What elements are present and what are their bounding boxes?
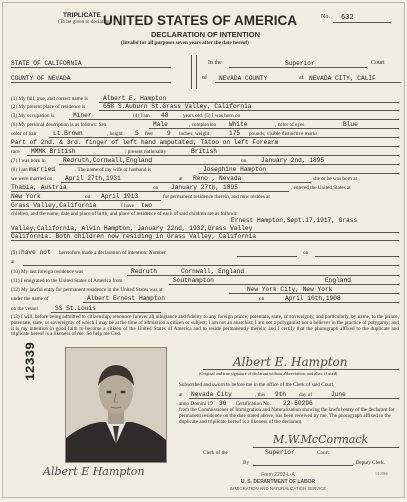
vessel-label: on the vessel [11,306,38,312]
spouse-residence: Grass Valley,California [11,202,97,209]
print-code: 14-2966 [375,472,388,476]
hair-label: color of hair [11,131,37,137]
cert-number: 22-50296 [283,400,313,407]
spouse-label: . The name of my wife or husband is [75,167,152,173]
spouse-birth-date: January 27th, 1895 [171,184,238,191]
declarant-photograph [65,347,167,463]
portrait-photo [66,348,166,462]
day-of-label: day of [299,392,313,398]
eyes-label: , color of eyes [275,122,305,128]
wed-at-label: at [179,176,183,182]
court-at: at [299,75,304,81]
vessel-value: SS St.Louis [55,305,96,312]
foreign-residence: Redruth [131,268,157,275]
emigrated-from: Southampton [173,277,214,284]
weight-label: inches; weight [179,131,210,137]
occupation-value: Miner [73,112,92,119]
sex-value: Male [153,121,168,128]
subscribed-text: Subscribed and sworn to before me in the office of the Clerk of said Court, [179,382,335,388]
lawful-port: New York City, New York [247,286,333,293]
foreign-label: (10) My last foreign residence was [11,269,84,275]
photo-signature: Albert E Hampton [43,465,145,478]
height-label: , height [107,131,123,137]
birthplace-label: (7) I was born in [11,158,46,164]
sex-label: (6) My personal description is as follows: Sex [11,122,107,128]
validity-note: (Invalid for all purposes seven years after the date hereof) [121,40,249,46]
prev-on-label: on [303,250,309,256]
wed-date: April 27th,1931 [65,175,121,182]
court-label: Court [371,60,385,66]
clerk-court-label: Court. [317,450,331,456]
race-label: race [11,149,20,155]
complexion-label: , complexion [189,122,217,128]
residence-label: (2) My present place of residence is [11,104,86,110]
court-city: NEVADA CITY, CALIF [309,75,376,82]
residence-value: 658 S.Auburn St.Grass Valley, California [103,103,252,110]
document-subtitle: DECLARATION OF INTENTION [151,30,261,39]
wed-place: Reno , Nevada [193,175,242,182]
by-label: By [243,460,250,466]
this-label: , this [255,392,266,398]
marks-label: pounds; visible distinctive marks [249,131,318,137]
spouse-born-label: she or he was born at [313,176,357,182]
sworn-day: 9th [275,391,287,398]
married-value: married [29,166,55,173]
weight-value: 175 [229,130,241,137]
document-title: UNITED STATES OF AMERICA [103,13,297,28]
height-inches: 9 [167,130,171,137]
spouse-on-label: on [153,185,159,191]
spouse-birthplace: Thabia, Austria [11,184,67,191]
children-line-1: Ernest Hampton,Sept.17,1917, Grass [231,217,358,224]
marks-value: Part of 2nd. & 3rd. finger of left hand amputated, Tatoo on left Forearm [11,139,279,146]
lawful-on-label: on [259,296,265,302]
sworn-month: June [331,391,346,398]
permanent-label: for permanent residence therein, and now resides at [163,194,270,200]
wed-label: we were married on [11,176,53,182]
feet-label: feet [145,131,153,137]
age-value: 48 [161,112,169,119]
declaration-document [2,2,405,498]
children-count: two [141,202,153,209]
married-label: (8) I am [11,167,28,173]
serial-number: 12339 [23,341,38,381]
children-label: I have [121,203,134,209]
lawful-name: Albert Ernest Hampton [87,295,165,302]
lawful-under-label: under the name of [11,296,49,302]
cert-statement: from the Commissioner of Immigration and Naturalization showing the lawful entry of the declarant for permanent residence on the date stated above, has been received by me. The photograph affixed to the duplicate and triplicate hereof is a likeness of the declarant. [179,407,395,425]
number-label: No. [321,14,330,20]
court-county-name: NEVADA COUNTY [219,75,268,82]
eyes-value: Blue [343,121,358,128]
department: U. S. DEPARTMENT OF LABOR [240,479,316,485]
copy-note: (To be given to declarant) [58,19,112,25]
children-line-3: California. Both children now residing in Grass Valley, California [11,233,257,240]
court-name: Superior [285,60,315,67]
lawful-label: (12) My lawful entry for permanent residence in the United States was at [11,287,163,293]
emigrated-country: England [325,277,351,284]
court-county: COUNTY OF NEVADA [11,75,71,82]
entered-port: New York [11,193,41,200]
born-on-label: years old. (5) I was born on [183,113,241,119]
clerk-court: Superior [265,449,295,456]
anno-label: anno Domini 19 [179,401,213,407]
clerk-signature: M.W.McCormack [273,433,369,446]
oath-paragraph: (13) I will, before being admitted to citizenship, renounce forever all allegiance and fidelity to any foreign prince, potentate, state, or sovereignty, and particularly, by name, to the prince, potentate, state, or sovereignty of which I may be at the time of admission a citizen or subject; I am not an anarchist; I am not a polygamist nor a believer in the practice of polygamy; and it is my intention in good faith to become a citizen of the United States of America and to reside permanently therein; and I certify that the photograph affixed to the duplicate and triplicate hereof is a likeness of me: So help me God. [11,314,399,338]
foreign-residence-2: Cornwall, England [181,268,245,275]
hair-value: Lt.Brown [53,130,83,137]
court-of: of [202,75,207,81]
birth-date: January 2nd, 1895 [261,157,325,164]
prev-decl-label: (9) I [11,250,21,256]
entered-label: , entered the United States at [291,185,351,191]
children-line-2: Valley,California, Alvin Hampton, January 22nd, 1932,Grass Valley [11,225,253,232]
occupation-label: (3) My occupation is [11,113,55,119]
birth-on-label: on [241,158,247,164]
emigrated-label: (11) I emigrated to the United States of America from [11,278,123,284]
clerk-caption: Clerk of the [203,450,228,456]
prev-decl-value: have not [21,249,51,256]
court-state: STATE OF CALIFORNIA [11,60,82,67]
prev-at-label: at [11,259,15,265]
nationality-value: British [191,148,217,155]
declarant-caption: (Original and true signature of declarant without abbreviation, and alias, if used) [199,371,338,376]
copy-type: TRIPLICATE [63,12,101,19]
nationality-label: ; present nationality [125,149,167,155]
complexion-value: White [229,121,248,128]
service: IMMIGRATION AND NATURALIZATION SERVICE [229,486,327,491]
race-value: MMMK British [31,148,76,155]
number-value: 632 [341,14,354,22]
entered-date: April 1913 [101,193,139,200]
sworn-year: 36 [219,400,227,407]
sworn-at-label: at [179,392,183,398]
name-label: (1) My full, true, and correct name is [11,96,88,102]
cert-label: . Certification No. [233,401,271,407]
height-feet: 5 [135,130,139,137]
declarant-name: Albert E. Hampton [103,95,167,102]
lawful-date: April 10th,1908 [285,295,341,302]
deputy-label: , Deputy Clerk. [353,460,385,466]
court-in-the: In the [208,60,222,66]
form-number: Form 2202-L-A [261,472,295,478]
sworn-place: Nevada City [191,391,232,398]
age-label: (4) I am [133,113,150,119]
children-note: children, and the name, date and place of birth, and place of residence of each of said children are as follows: [11,211,238,217]
declarant-signature: Albert E. Hampton [233,355,348,369]
prev-decl-suffix: heretofore made a declaration of intention: Number [59,250,166,256]
spouse-name: Josephine Hampton [203,166,267,173]
entered-on-label: on [85,194,91,200]
birthplace-value: Redruth,Cornwall,England [63,157,153,164]
